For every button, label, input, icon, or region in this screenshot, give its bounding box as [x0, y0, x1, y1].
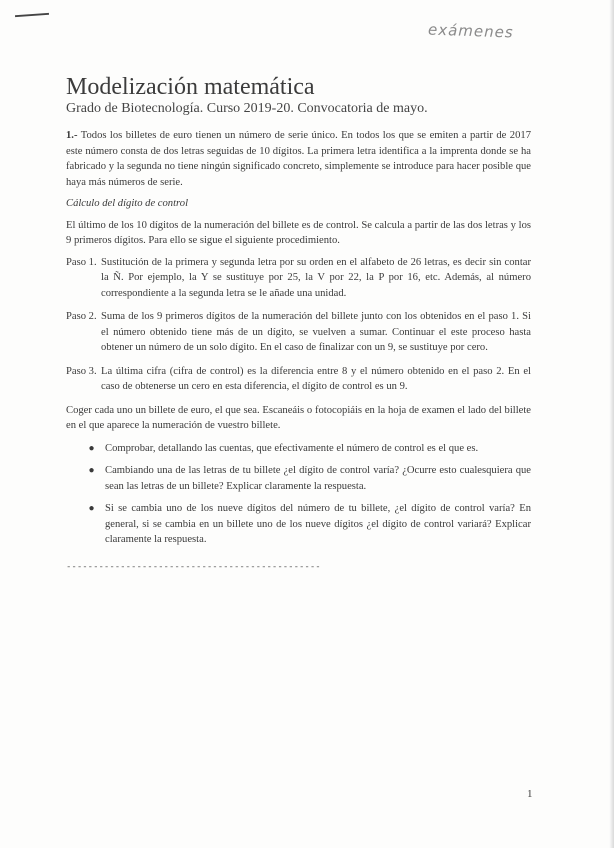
page-edge-shadow	[609, 0, 614, 848]
page-number: 1	[527, 788, 533, 800]
step-label: Paso 2.	[66, 311, 97, 322]
step-text: Suma de los 9 primeros dígitos de la numeración del billete junto con los obtenidos en el paso 1. Si el número obtenido tiene más de un dígito, se vuelven a sumar. Continuar el este proceso hasta obtener un número de un solo dígito. En el caso de finalizar con un 9, se sustituye por cero.	[101, 311, 531, 353]
step-label: Paso 3.	[66, 365, 97, 377]
step-text: Sustitución de la primera y segunda letra por su orden en el alfabeto de 26 letras, es decir sin contar la Ñ. Por ejemplo, la Y se sustituye por 25, la V por 22, la P por 16, etc. Además, al número correspondiente a la segunda letra se le añade una unidad.	[101, 256, 531, 299]
step-label: Paso 1.	[66, 256, 97, 268]
handwritten-annotation: exámenes	[427, 20, 514, 42]
task-text: Comprobar, detallando las cuentas, que efectivamente el número de control es el que es.	[105, 442, 479, 454]
instructions: Coger cada uno un billete de euro, el que sea. Escaneáis o fotocopiáis en la hoja de examen el lado del billete en el que aparece la numeración de vuestro billete.	[66, 404, 531, 431]
question-number: 1.-	[66, 130, 78, 141]
page-title: Modelización matemática	[66, 74, 315, 100]
task-text: Cambiando una de las letras de tu billete ¿el dígito de control varía? ¿Ocurre esto cualesquiera que sean las letras de un billete? Explicar claramente la respuesta.	[105, 465, 531, 492]
section-heading: Cálculo del dígito de control	[66, 198, 189, 209]
task-item	[66, 501, 531, 548]
step-text: La última cifra (cifra de control) es la diferencia entre 8 y el número obtenido en el paso 2. En el caso de obtenerse un cero en esta diferencia, el dígito de control es un 9.	[101, 365, 531, 392]
step-1	[66, 255, 531, 302]
section-intro: El último de los 10 dígitos de la numeración del billete es de control. Se calcula a partir de las dos letras y los 9 primeros dígitos. Para ello se sigue el siguiente procedimiento.	[66, 219, 531, 246]
bullet-icon: ●	[88, 465, 95, 476]
bullet-icon: ●	[88, 442, 95, 454]
task-list	[66, 441, 531, 548]
question-intro-text: Todos los billetes de euro tienen un número de serie único. En todos los que se emiten a partir de 2017 este número consta de dos letras seguidas de 10 dígitos. La primera letra identifica a la imprenta donde se ha fabricado y la segunda no tiene ningún significado concreto, simplemente se introduce para hacer posible que haya más números de serie.	[66, 130, 531, 188]
task-item	[66, 463, 531, 494]
step-3	[66, 364, 531, 395]
page-subtitle: Grado de Biotecnología. Curso 2019-20. Convocatoria de mayo.	[66, 101, 428, 116]
bullet-icon: ●	[88, 503, 95, 514]
question-intro	[66, 128, 531, 190]
separator-line: -----------------------------------------------	[66, 561, 321, 572]
question-body	[66, 128, 531, 575]
scan-mark	[15, 13, 49, 17]
step-2	[66, 309, 531, 356]
task-text: Si se cambia uno de los nueve dígitos del número de tu billete, ¿el dígito de control varía? En general, si se cambia en un billete uno de los nueve dígitos ¿el dígito de control variará? Explicar claramente la respuesta.	[105, 503, 531, 545]
task-item	[66, 441, 531, 457]
